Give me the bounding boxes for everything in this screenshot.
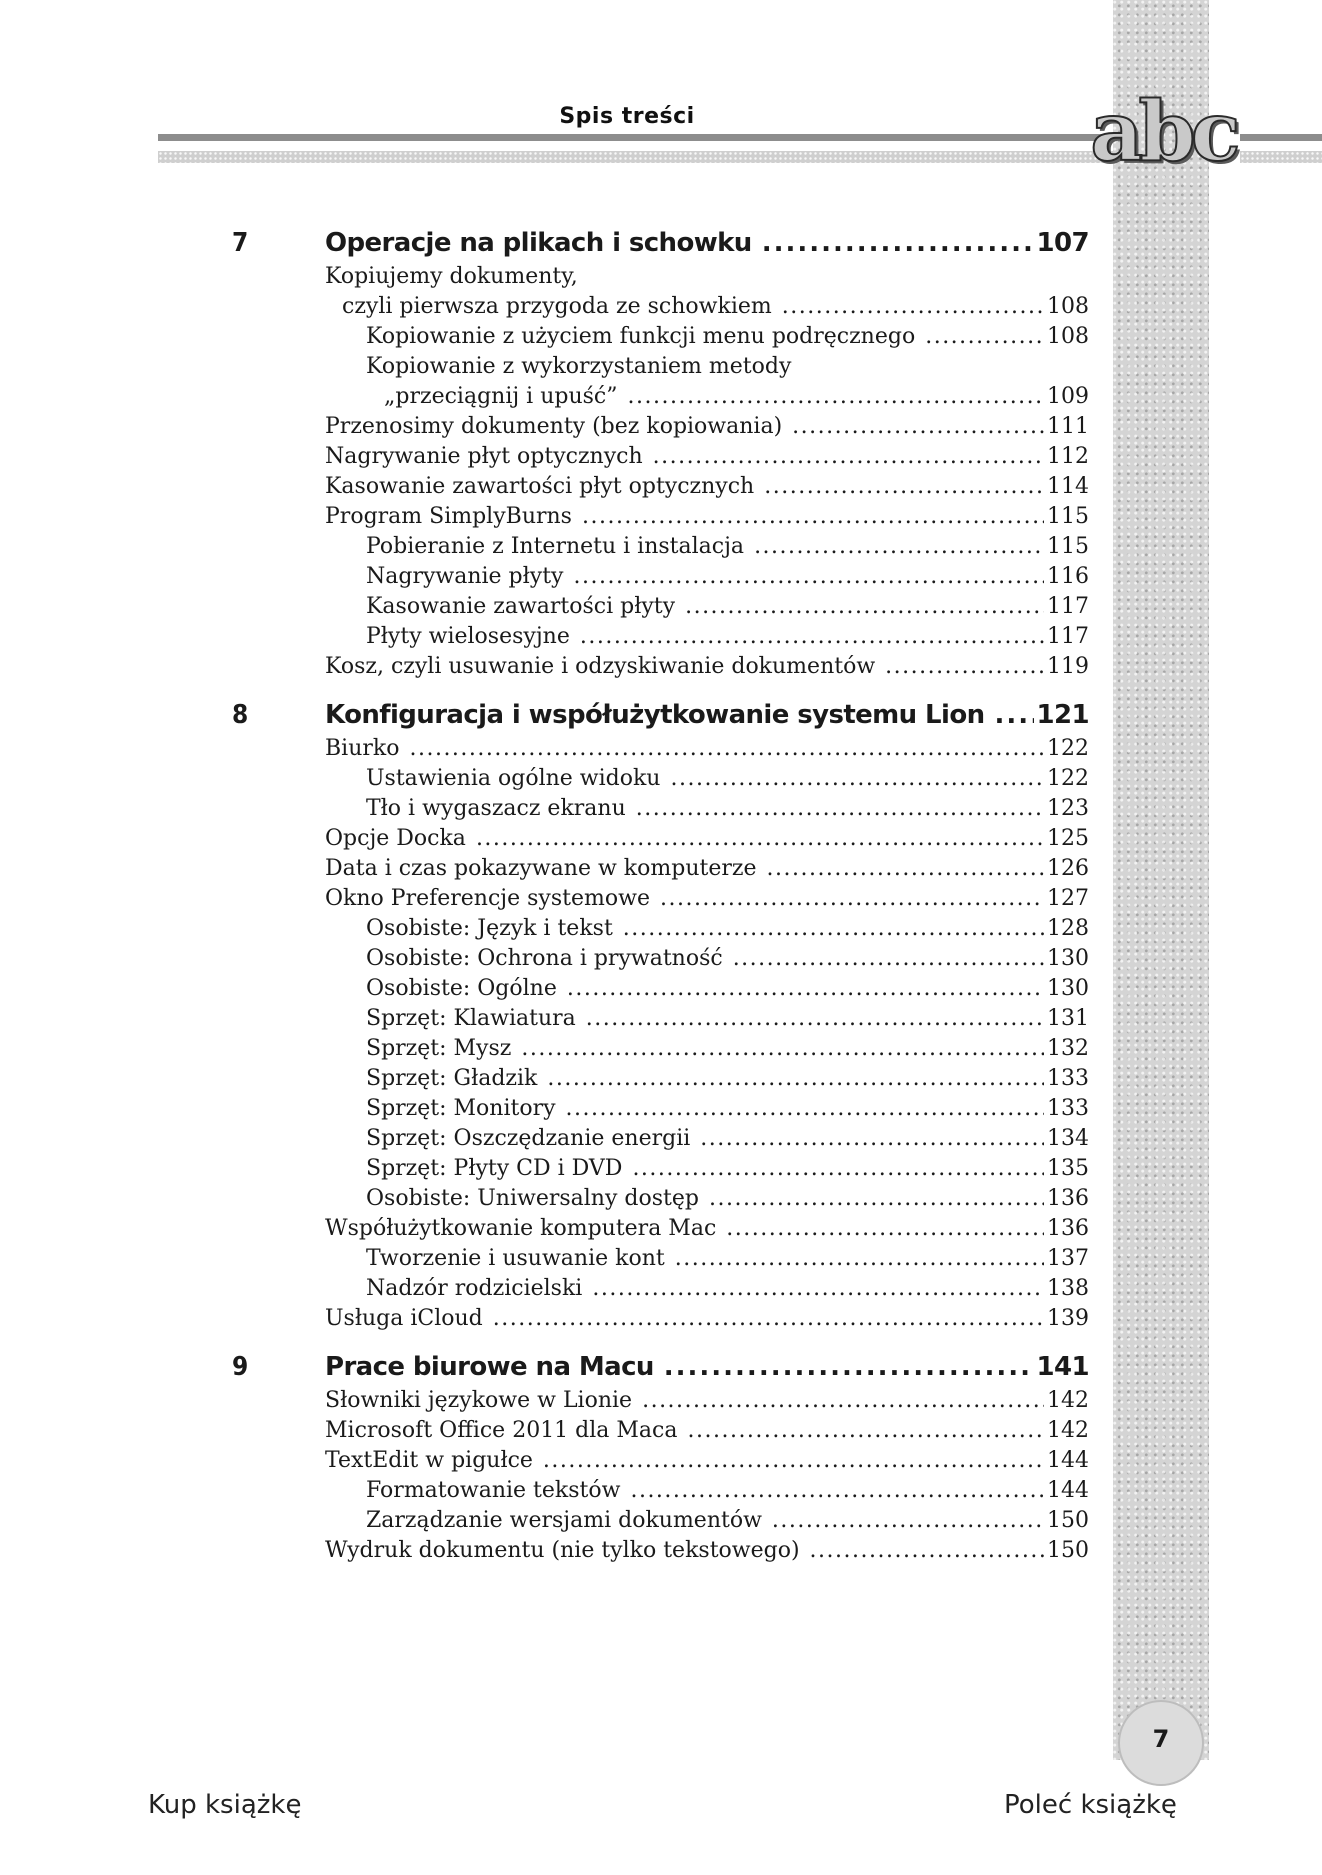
- chapter-title: Operacje na plikach i schowku: [325, 228, 752, 258]
- toc-entry[interactable]: [366, 1034, 1089, 1064]
- toc-entry[interactable]: [366, 764, 1089, 794]
- leader-dots: [547, 1064, 1044, 1094]
- toc-entry[interactable]: [366, 1244, 1089, 1274]
- entry-title: Usługa iCloud: [325, 1306, 483, 1331]
- toc-entry[interactable]: [366, 562, 1089, 592]
- entry-title: Płyty wielosesyjne: [366, 624, 570, 649]
- entry-title: Pobieranie z Internetu i instalacja: [366, 534, 745, 559]
- entry-title: Kasowanie zawartości płyty: [366, 594, 676, 619]
- entry-page: 108: [1047, 294, 1089, 319]
- toc-entry[interactable]: [325, 1304, 1089, 1334]
- entry-title: Program SimplyBurns: [325, 504, 572, 529]
- chapter-title-row[interactable]: [325, 1352, 1089, 1382]
- leader-dots: [885, 652, 1044, 682]
- entry-title: Data i czas pokazywane w komputerze: [325, 856, 757, 881]
- leader-dots: [664, 1352, 1034, 1382]
- leader-dots: [762, 228, 1034, 258]
- leader-dots: [628, 382, 1045, 412]
- entry-page: 144: [1047, 1448, 1089, 1473]
- entry-page: 142: [1047, 1418, 1089, 1443]
- entry-page: 139: [1047, 1306, 1089, 1331]
- entry-title: Osobiste: Język i tekst: [366, 916, 613, 941]
- toc-entry[interactable]: [325, 1416, 1089, 1446]
- entry-page: 125: [1047, 826, 1089, 851]
- page-number: 7: [1152, 1725, 1170, 1753]
- entry-title: Kosz, czyli usuwanie i odzyskiwanie dokumentów: [325, 654, 876, 679]
- entry-page: 111: [1047, 414, 1089, 439]
- chapter-page: 121: [1036, 700, 1089, 730]
- entry-page: 136: [1047, 1186, 1089, 1211]
- leader-dots: [687, 1416, 1044, 1446]
- entry-title: Współużytkowanie komputera Mac: [325, 1216, 717, 1241]
- entry-page: 117: [1047, 624, 1089, 649]
- toc-entry[interactable]: [366, 1004, 1089, 1034]
- toc-entry[interactable]: [366, 1274, 1089, 1304]
- entry-title: Przenosimy dokumenty (bez kopiowania): [325, 414, 783, 439]
- entry-title: czyli pierwsza przygoda ze schowkiem: [342, 294, 772, 319]
- leader-dots: [630, 1476, 1044, 1506]
- leader-dots: [476, 824, 1044, 854]
- entry-page: 123: [1047, 796, 1089, 821]
- entry-page: 134: [1047, 1126, 1089, 1151]
- entry-page: 137: [1047, 1246, 1089, 1271]
- toc-entry[interactable]: [325, 472, 1089, 502]
- toc-entry[interactable]: [366, 532, 1089, 562]
- chapter-9: [0, 1348, 1322, 1388]
- entry-page: 131: [1047, 1006, 1089, 1031]
- leader-dots: [782, 292, 1044, 322]
- entry-title: Microsoft Office 2011 dla Maca: [325, 1418, 678, 1443]
- entry-page: 115: [1047, 504, 1089, 529]
- leader-dots: [675, 1244, 1044, 1274]
- toc-entry[interactable]: [325, 652, 1089, 682]
- toc-entry[interactable]: [325, 1446, 1089, 1476]
- entry-page: 119: [1047, 654, 1089, 679]
- entry-title: Ustawienia ogólne widoku: [366, 766, 661, 791]
- chapter-8: [0, 696, 1322, 736]
- toc-entry[interactable]: [366, 794, 1089, 824]
- entry-page: 133: [1047, 1096, 1089, 1121]
- toc-entry[interactable]: [366, 1064, 1089, 1094]
- entry-title: Nagrywanie płyt optycznych: [325, 444, 643, 469]
- entry-page: 142: [1047, 1388, 1089, 1413]
- toc-entry[interactable]: [325, 502, 1089, 532]
- entry-title: Tworzenie i usuwanie kont: [366, 1246, 665, 1271]
- toc-entry[interactable]: [366, 1124, 1089, 1154]
- toc-entry[interactable]: [325, 824, 1089, 854]
- entry-title: Sprzęt: Klawiatura: [366, 1006, 576, 1031]
- entry-title: Biurko: [325, 736, 400, 761]
- leader-dots: [592, 1274, 1044, 1304]
- entry-page: 136: [1047, 1216, 1089, 1241]
- leader-dots: [700, 1124, 1044, 1154]
- entry-page: 109: [1047, 384, 1089, 409]
- entry-page: 132: [1047, 1036, 1089, 1061]
- leader-dots: [409, 734, 1044, 764]
- entry-page: 128: [1047, 916, 1089, 941]
- leader-dots: [766, 854, 1044, 884]
- leader-dots: [670, 764, 1044, 794]
- toc-entry[interactable]: [325, 854, 1089, 884]
- entry-page: 114: [1047, 474, 1089, 499]
- chapter-7: [0, 224, 1322, 264]
- entry-page: 126: [1047, 856, 1089, 881]
- entry-page: 108: [1047, 324, 1089, 349]
- entry-title: Słowniki językowe w Lionie: [325, 1388, 633, 1413]
- toc-entry[interactable]: [366, 1094, 1089, 1124]
- leader-dots: [995, 700, 1034, 730]
- entry-page: 138: [1047, 1276, 1089, 1301]
- leader-dots: [733, 944, 1044, 974]
- toc-entry[interactable]: [366, 944, 1089, 974]
- entry-title: Osobiste: Ochrona i prywatność: [366, 946, 723, 971]
- toc-entry[interactable]: Kopiowanie z wykorzystaniem metody: [366, 354, 792, 379]
- leader-dots: [493, 1304, 1044, 1334]
- toc-entry[interactable]: [366, 1506, 1089, 1536]
- toc-entry[interactable]: [325, 1386, 1089, 1416]
- entry-title: Formatowanie tekstów: [366, 1478, 621, 1503]
- leader-dots: [660, 884, 1044, 914]
- entry-page: 122: [1047, 736, 1089, 761]
- chapter-page: 141: [1036, 1352, 1089, 1382]
- chapter-title-row[interactable]: [325, 228, 1089, 258]
- leader-dots: [792, 412, 1044, 442]
- toc-entry[interactable]: Kopiujemy dokumenty,: [325, 264, 578, 289]
- leader-dots: [567, 974, 1044, 1004]
- chapter-number: 9: [232, 1352, 249, 1382]
- chapter-page: 107: [1036, 228, 1089, 258]
- toc-entry[interactable]: [366, 974, 1089, 1004]
- page-header-title: Spis treści: [559, 104, 695, 129]
- toc-entry[interactable]: [325, 1536, 1089, 1566]
- toc-entry[interactable]: [342, 292, 1089, 322]
- entry-title: Zarządzanie wersjami dokumentów: [366, 1508, 762, 1533]
- entry-title: Osobiste: Uniwersalny dostęp: [366, 1186, 699, 1211]
- entry-title: Sprzęt: Oszczędzanie energii: [366, 1126, 691, 1151]
- entry-title: Kopiowanie z użyciem funkcji menu podręcznego: [366, 324, 916, 349]
- entry-page: 130: [1047, 976, 1089, 1001]
- leader-dots: [573, 562, 1044, 592]
- leader-dots: [632, 1154, 1044, 1184]
- entry-page: 122: [1047, 766, 1089, 791]
- leader-dots: [580, 622, 1044, 652]
- leader-dots: [925, 322, 1044, 352]
- toc-entry[interactable]: [325, 412, 1089, 442]
- toc-entry[interactable]: [366, 1476, 1089, 1506]
- toc-entry[interactable]: [366, 1154, 1089, 1184]
- leader-dots: [543, 1446, 1044, 1476]
- entry-page: 115: [1047, 534, 1089, 559]
- abc-series-logo: abc: [1090, 84, 1236, 180]
- leader-dots: [810, 1536, 1044, 1566]
- leader-dots: [521, 1034, 1044, 1064]
- leader-dots: [754, 532, 1044, 562]
- leader-dots: [636, 794, 1044, 824]
- leader-dots: [586, 1004, 1044, 1034]
- entry-page: 127: [1047, 886, 1089, 911]
- entry-page: 135: [1047, 1156, 1089, 1181]
- entry-page: 150: [1047, 1508, 1089, 1533]
- leader-dots: [582, 502, 1044, 532]
- toc-entry[interactable]: [384, 382, 1089, 412]
- entry-title: Nagrywanie płyty: [366, 564, 564, 589]
- entry-page: 150: [1047, 1538, 1089, 1563]
- leader-dots: [764, 472, 1044, 502]
- entry-page: 116: [1047, 564, 1089, 589]
- toc-entry[interactable]: [366, 914, 1089, 944]
- leader-dots: [685, 592, 1044, 622]
- entry-title: Wydruk dokumentu (nie tylko tekstowego): [325, 1538, 800, 1563]
- entry-title: Kasowanie zawartości płyt optycznych: [325, 474, 755, 499]
- chapter-title: Konfiguracja i współużytkowanie systemu Lion: [325, 700, 985, 730]
- leader-dots: [726, 1214, 1044, 1244]
- entry-title: „przeciągnij i upuść”: [384, 384, 618, 409]
- toc-entry[interactable]: [325, 884, 1089, 914]
- entry-title: Okno Preferencje systemowe: [325, 886, 650, 911]
- entry-title: Sprzęt: Monitory: [366, 1096, 556, 1121]
- leader-dots: [709, 1184, 1044, 1214]
- chapter-number: 7: [232, 228, 249, 258]
- leader-dots: [623, 914, 1044, 944]
- entry-page: 130: [1047, 946, 1089, 971]
- recommend-book-link[interactable]: Poleć książkę: [1004, 1790, 1177, 1820]
- toc-entry[interactable]: [325, 734, 1089, 764]
- entry-title: Tło i wygaszacz ekranu: [366, 796, 626, 821]
- leader-dots: [642, 1386, 1044, 1416]
- entry-page: 144: [1047, 1478, 1089, 1503]
- leader-dots: [772, 1506, 1044, 1536]
- entry-title: Sprzęt: Mysz: [366, 1036, 512, 1061]
- toc-entry[interactable]: [325, 442, 1089, 472]
- entry-title: Osobiste: Ogólne: [366, 976, 557, 1001]
- toc-entry[interactable]: [366, 1184, 1089, 1214]
- toc-entry[interactable]: [366, 322, 1089, 352]
- entry-page: 133: [1047, 1066, 1089, 1091]
- entry-title: Nadzór rodzicielski: [366, 1276, 583, 1301]
- leader-dots: [653, 442, 1044, 472]
- entry-page: 112: [1047, 444, 1089, 469]
- chapter-title: Prace biurowe na Macu: [325, 1352, 654, 1382]
- entry-title: Opcje Docka: [325, 826, 466, 851]
- entry-title: Sprzęt: Gładzik: [366, 1066, 538, 1091]
- toc-entry[interactable]: [325, 1214, 1089, 1244]
- leader-dots: [566, 1094, 1044, 1124]
- chapter-title-row[interactable]: [325, 700, 1089, 730]
- toc-entry[interactable]: [366, 622, 1089, 652]
- buy-book-link[interactable]: Kup książkę: [148, 1790, 302, 1820]
- entry-title: Sprzęt: Płyty CD i DVD: [366, 1156, 623, 1181]
- entry-title: TextEdit w pigułce: [325, 1448, 533, 1473]
- entry-page: 117: [1047, 594, 1089, 619]
- toc-entry[interactable]: [366, 592, 1089, 622]
- chapter-number: 8: [232, 700, 249, 730]
